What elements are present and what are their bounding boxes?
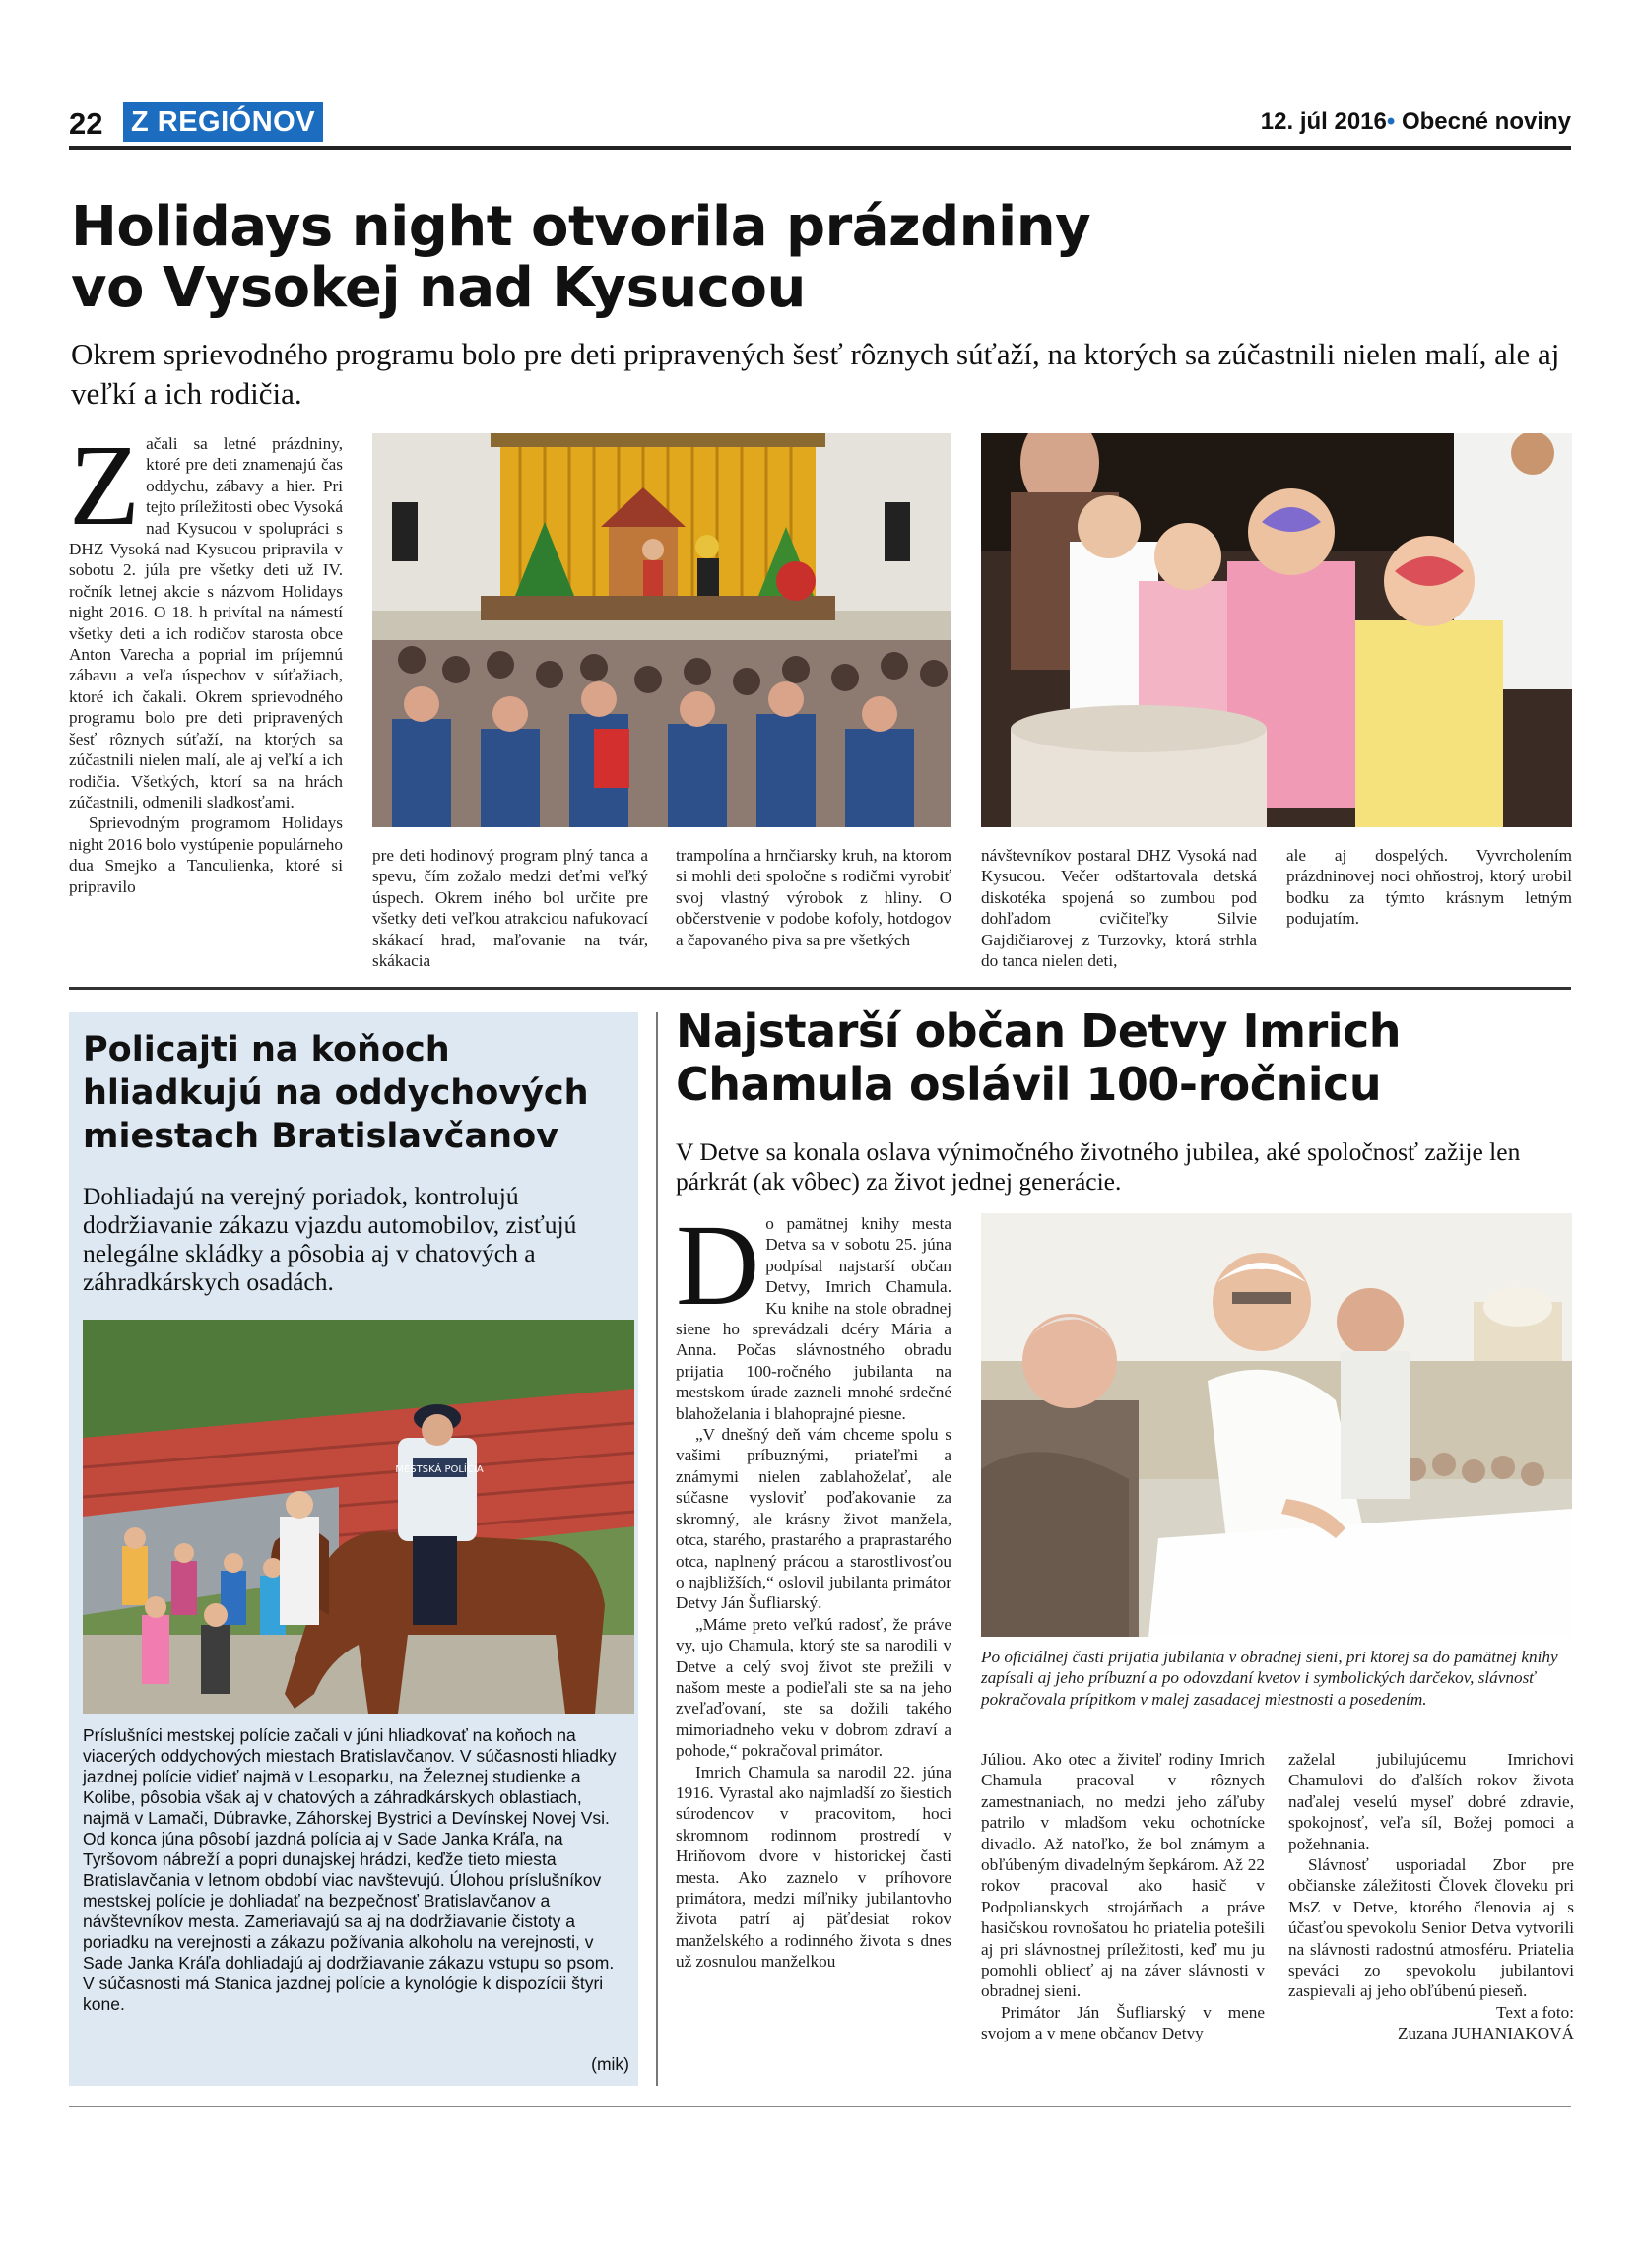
column-divider	[656, 1012, 658, 2086]
article-1-title	[71, 197, 1450, 319]
section-tag: Z REGIÓNOV	[123, 102, 323, 142]
article-2-title-line: miestach Bratislavčanov	[83, 1117, 558, 1156]
mounted-police-photo	[83, 1320, 634, 1714]
photo-caption: Po oficiálnej časti prijatia jubilanta v obradnej sieni, pri ktorej sa do pamätnej knihy zapísali aj jeho príbuzní a po odovzdaní kvetov i symbolických darčekov, slávnosť pokračovala prípitkom v malej zasadacej miestnosti a posedením.	[981, 1648, 1558, 1709]
face-painted-children-photo	[981, 433, 1572, 827]
article-2-paragraph: Od konca júna pôsobí jazdná polícia aj v Sade Janka Kráľa, na Tyršovom nábreží a popri dunajskej hrádzi, keďže tieto miesta Bratislavčania v letnom období viac navštevujú. Úlohou príslušníkov mestskej polície je dohliadať na bezpečnosť Bratislavčanov a návštevníkov mesta. Zameriavajú sa aj na dodržiavanie čistoty a poriadku na verejnosti a zákazu požívania alkoholu na verejnosti, v Sade Janka Kráľa dohliadajú aj dodržiavanie zákazu vstupu so psom. V súčasnosti má Stanica jazdnej polície a kynológie k dispozícii štyri kone.	[83, 1829, 615, 2014]
centenarian-signing-photo	[981, 1213, 1572, 1637]
article-1-title-line: vo Vysokej nad Kysucou	[71, 256, 806, 320]
article-2-title-line: hliadkujú na oddychových	[83, 1073, 589, 1113]
article-2-paragraph: Príslušníci mestskej polície začali v júni hliadkovať na koňoch na viacerých oddychových miestach Bratislavčanov. V súčasnosti hliadky jazdnej polície vidieť najmä v Lesoparku, na Železnej studienke a Kolibe, pôsobia však aj v chatových a záhradkárskych oblastiach, najmä v Lamači, Dúbravke, Záhorskej Bystrici a Devínskej Novej Vsi.	[83, 1725, 617, 1828]
article-2-title-line: Policajti na koňoch	[83, 1030, 450, 1069]
article-1-column-5	[1286, 845, 1572, 930]
article-3-lead: V Detve sa konala oslava výnimočného životného jubilea, aké spoločnosť zažije len párkrát (ak vôbec) za život jednej generácie.	[676, 1137, 1521, 1196]
article-3-paragraph: Imrich Chamula sa narodil 22. júna 1916. Vyrastal ako najmladší zo šiestich súrodencov v pracovitom, hoci skromnom rodinnom prostredí v Hriňovom dvore v historickej časti mesta. Ako zaznelo v príhovore primátora, medzi míľniky jubilantovho života patrí aj päťdesiat rokov manželského a rodinného života s dnes už zosnulou manželkou	[676, 1762, 951, 1972]
article-3-paragraph: o pamätnej knihy mesta Detva sa v sobotu 25. júna podpísal najstarší občan Detvy, Imrich Chamula. Ku knihe na stole obradnej siene ho sprevádzali dcéry Mária a Anna. Počas slávnostného obradu prijatia 100-ročného jubilanta na mestskom úrade zazneli mnohé srdečné blahoželania i blahoprajné piesne.	[676, 1214, 951, 1423]
article-3-title-line: Najstarší občan Detvy Imrich	[676, 1004, 1402, 1058]
article-3-paragraph: zaželal jubilujúcemu Imrichovi Chamulovi do ďalších rokov života naďalej veselú myseľ dobré zdravie, spokojnosť, veľa síl, Božej pomoci a požehnania.	[1288, 1750, 1574, 1853]
drop-cap: Z	[69, 433, 141, 550]
article-3-paragraph: Slávnosť usporiadal Zbor pre občianske záležitosti Človek človeku pri MsZ v Detve, ktorého členovia aj s účasťou spevokolu Senior Detva vytvorili na slávnosti radostnú atmosféru. Priatelia speváci zo spevokolu jubilantovi zaspievali aj jeho obľúbenú pieseň.	[1288, 1855, 1574, 2001]
article-1-column-1	[69, 433, 343, 985]
article-1-column-3	[676, 845, 951, 950]
author-credit-label: Text a foto:	[1496, 2002, 1574, 2022]
article-3-column-2	[981, 1749, 1265, 2044]
publication-name: Obecné noviny	[1401, 108, 1571, 135]
article-1-paragraph: ačali sa letné prázdniny, ktoré pre deti znamenajú čas oddychu, zábavy a hier. Pri tejto príležitosti obec Vysoká nad Kysucou v spolupráci s DHZ Vysoká nad Kysucou pripravila v sobotu 2. júla pre všetky deti už IV. ročník letnej akcie s názvom Holidays night 2016. O 18. h privítal na námestí všetky deti a ich rodičov starosta obce Anton Varecha a poprial im príjemnú zábavu a veľa úspechov v súťažiach, ktoré ich čakali. Okrem sprievodného programu bolo pre deti pripravených šesť rôznych súťaží, na ktorých sa zúčastnili nielen malí, ale aj veľkí a ich rodičia. Všetkých, ktorí sa na hrách zúčastnili, odmenili sladkosťami.	[69, 434, 343, 811]
drop-cap: D	[676, 1200, 760, 1329]
article-1-paragraph: ale aj dospelých. Vyvrcholením prázdninovej noci ohňostroj, ktorý urobil bodku za týmto krásnym letným podujatím.	[1286, 846, 1572, 929]
article-3-title-line: Chamula oslávil 100-ročnicu	[676, 1058, 1382, 1111]
article-3-paragraph: „V dnešný deň vám chceme spolu s vašimi príbuznými, priateľmi a známymi nielen zablahoželať, ale súčasne vysloviť poďakovanie za skromný, ale krásny život manžela, otca, starého, prastarého a praprastarého otca, naplnený prácou a starostlivosťou o najbližších,“ oslovil jubilanta primátor Detvy Ján Šufliarský.	[676, 1425, 951, 1613]
article-2-title	[83, 1028, 634, 1158]
section-divider	[69, 987, 1571, 990]
article-3-column-1	[676, 1200, 951, 1973]
footer-rule	[69, 2106, 1571, 2107]
article-1-paragraph: Sprievodným programom Holidays night 2016 bolo vystúpenie populárneho dua Smejko a Tanculienka, ktoré si pripravilo	[69, 813, 343, 896]
article-3-paragraph: Primátor Ján Šufliarský v mene svojom a v mene občanov Detvy	[981, 2002, 1265, 2043]
article-2-author: (mik)	[591, 2054, 629, 2074]
stage-performance-photo	[372, 433, 951, 827]
article-3-column-3	[1288, 1749, 1574, 2044]
article-3-title	[676, 1004, 1582, 1111]
issue-info	[1261, 108, 1571, 136]
article-3-paragraph: „Máme preto veľkú radosť, že práve vy, ujo Chamula, ktorý ste sa narodili v Detve a celý svoj život ste prežili v našom meste a podieľali ste sa na jeho zveľaďovaní, ste sa dožili takého mimoriadneho veku v dobrom zdraví a pohode,“ pokračoval primátor.	[676, 1614, 951, 1761]
article-1-lead: Okrem sprievodného programu bolo pre deti pripravených šesť rôznych súťaží, na ktorých sa zúčastnili nielen malí, ale aj veľkí a ich rodičia.	[71, 337, 1560, 411]
article-1-title-line: Holidays night otvorila prázdniny	[71, 195, 1091, 259]
article-1-paragraph: návštevníkov postaral DHZ Vysoká nad Kysucou. Večer odštartovala detská diskotéka spojená so zumbou pod dohľadom cvičiteľky Silvie Gajdičiarovej z Turzovky, ktorá strhla do tanca nielen deti,	[981, 846, 1257, 971]
article-1-column-2	[372, 845, 648, 971]
vest-text: MESTSKÁ POLÍCIA	[395, 1464, 484, 1475]
issue-date: 12. júl 2016	[1260, 108, 1387, 135]
article-3-paragraph: Júliou. Ako otec a živiteľ rodiny Imrich Chamula pracoval v rôznych zamestnaniach, no medzi jeho záľuby patrilo v mladšom veku ochotnícke divadlo. Až natoľko, že bol známym a obľúbeným divadelným šepkárom. Až 22 rokov pracoval ako hasič v Podpolianskych strojárňach a práve hasičskou rovnošatou ho priatelia potešili aj pri slávnostnej príležitosti, keď mu ju pomohli obliecť aj na záver slávnosti v obradnej sieni.	[981, 1750, 1265, 2001]
page-number: 22	[69, 106, 103, 141]
header-rule	[69, 146, 1571, 150]
article-1-paragraph: trampolína a hrnčiarsky kruh, na ktorom si mohli deti spoločne s rodičmi vyrobiť svoj vlastný výrobok z hliny. O občerstvenie v podobe kofoly, hotdogov a čapovaného piva sa pre všetkých	[676, 846, 951, 949]
article-2-body	[83, 1725, 629, 2015]
article-2-lead: Dohliadajú na verejný poriadok, kontrolujú dodržiavanie zákazu vjazdu automobilov, zisťujú nelegálne skládky a pôsobia aj v chatových a záhradkárskych osadách.	[83, 1182, 577, 1296]
separator-dot: •	[1386, 108, 1396, 135]
article-1-paragraph: pre deti hodinový program plný tanca a spevu, čím zožalo medzi deťmi veľký úspech. Okrem iného bol určite pre všetky deti veľkou atrakciou nafukovací skákací hrad, maľovanie na tvár, skákacia	[372, 846, 648, 971]
article-1-column-4	[981, 845, 1257, 971]
author-credit-name: Zuzana JUHANIAKOVÁ	[1398, 2024, 1574, 2043]
